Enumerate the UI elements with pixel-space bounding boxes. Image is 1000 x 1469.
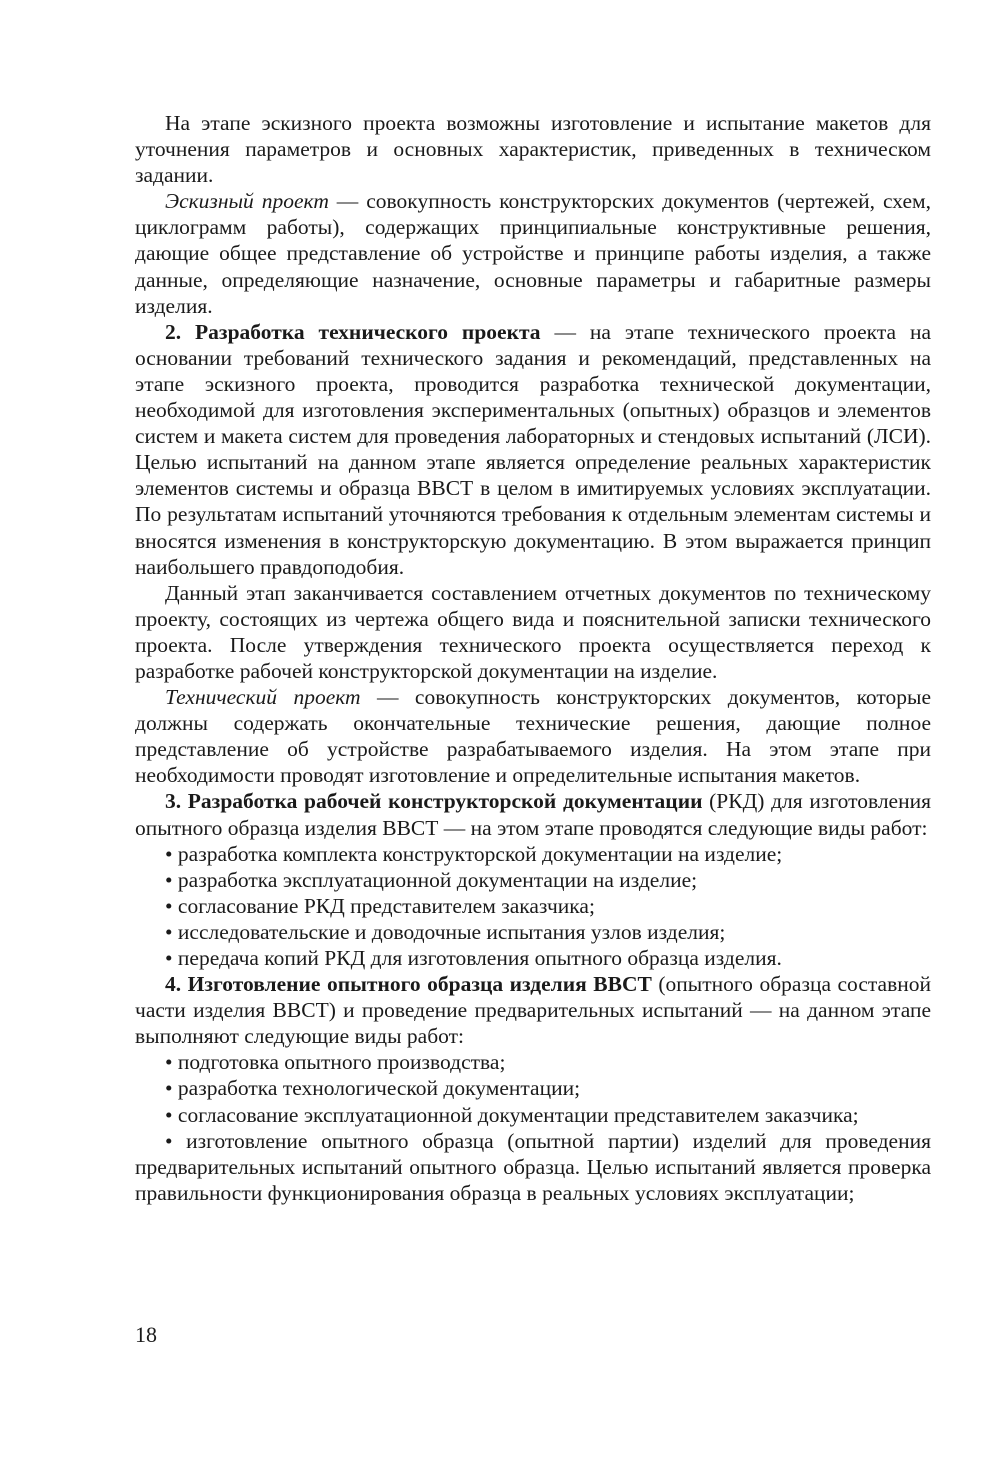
paragraph-stage-3	[135, 788, 931, 840]
list-item: • передача копий РКД для изготовления опытного образца изделия.	[165, 946, 782, 970]
list-item: • изготовление опытного образца (опытной партии) изделий для проведения предварительных испытаний опытного образца. Целью испытаний является проверка правильности функционирования образца в реальных условиях эксплуатации;	[135, 1128, 931, 1205]
heading-stage-4: 4. Изготовление опытного образца изделия ВВСТ	[165, 972, 652, 997]
stage-3-text: (РКД) для изготовления опытного образца изделия ВВСТ — на этом этапе проводятся следующие виды работ:	[135, 789, 931, 840]
document-body	[135, 110, 931, 1206]
paragraph-stage-2-end: Данный этап заканчивается составлением отчетных документов по техническому проекту, состоящих из чертежа общего вида и пояснительной записки технического проекта. После утверждения технического проекта осуществляется переход к разработке рабочей конструкторской документации на изделие.	[135, 580, 931, 683]
definition-text: — совокупность конструкторских документов (чертежей, схем, циклограмм работы), содержащих принципиальные конструктивные решения, дающие общее представление об устройстве и принципе работы изделия, а также данные, определяющие назначение, основные параметры и габаритные размеры изделия.	[135, 189, 931, 318]
stage-2-text: — на этапе технического проекта на основании требований технического задания и рекомендаций, представленных на этапе эскизного проекта, проводится разработка технической документации, необходимой для изготовления экспериментальных (опытных) образцов и элементов систем и макета систем для проведения лабораторных и стендовых испытаний (ЛСИ). Целью испытаний на данном этапе является определение реальных характеристик элементов системы и образца ВВСТ в целом в имитируемых условиях эксплуатации. По результатам испытаний уточняются требования к отдельным элементам системы и вносятся изменения в конструкторскую документацию. В этом выражается принцип наибольшего правдоподобия.	[135, 319, 932, 579]
definition-text: — совокупность конструкторских документов, которые должны содержать окончательные технические решения, дающие полное представление об устройстве разрабатываемого изделия. На этом этапе при необходимости проводят изготовление и определительные испытания макетов.	[135, 685, 931, 788]
list-item: • исследовательские и доводочные испытания узлов изделия;	[165, 919, 726, 944]
paragraph-stage-2	[135, 319, 931, 580]
list-item: • подготовка опытного производства;	[165, 1050, 506, 1075]
list-item: • согласование РКД представителем заказчика;	[165, 893, 595, 918]
term-sketch-project: Эскизный проект	[165, 189, 329, 214]
paragraph-technical-definition	[135, 684, 931, 788]
paragraph-intro: На этапе эскизного проекта возможны изготовление и испытание макетов для уточнения параметров и основных характеристик, приведенных в техническом задании.	[135, 111, 931, 188]
list-item: • разработка эксплуатационной документации на изделие;	[165, 867, 698, 892]
heading-stage-3: 3. Разработка рабочей конструкторской документации	[165, 789, 703, 814]
heading-stage-2: 2. Разработка технического проекта	[165, 319, 541, 344]
paragraph-sketch-definition	[135, 188, 931, 318]
list-item: • разработка технологической документации;	[165, 1076, 581, 1101]
page-number: 18	[135, 1322, 157, 1347]
stage-4-text: (опытного образца составной части изделия ВВСТ) и проведение предварительных испытаний — на данном этапе выполняют следующие виды работ:	[135, 972, 932, 1049]
list-item: • разработка комплекта конструкторской документации на изделие;	[165, 841, 783, 866]
paragraph-stage-4	[135, 971, 931, 1049]
term-technical-project: Технический проект	[165, 685, 361, 710]
list-item: • согласование эксплуатационной документации представителем заказчика;	[165, 1102, 859, 1127]
